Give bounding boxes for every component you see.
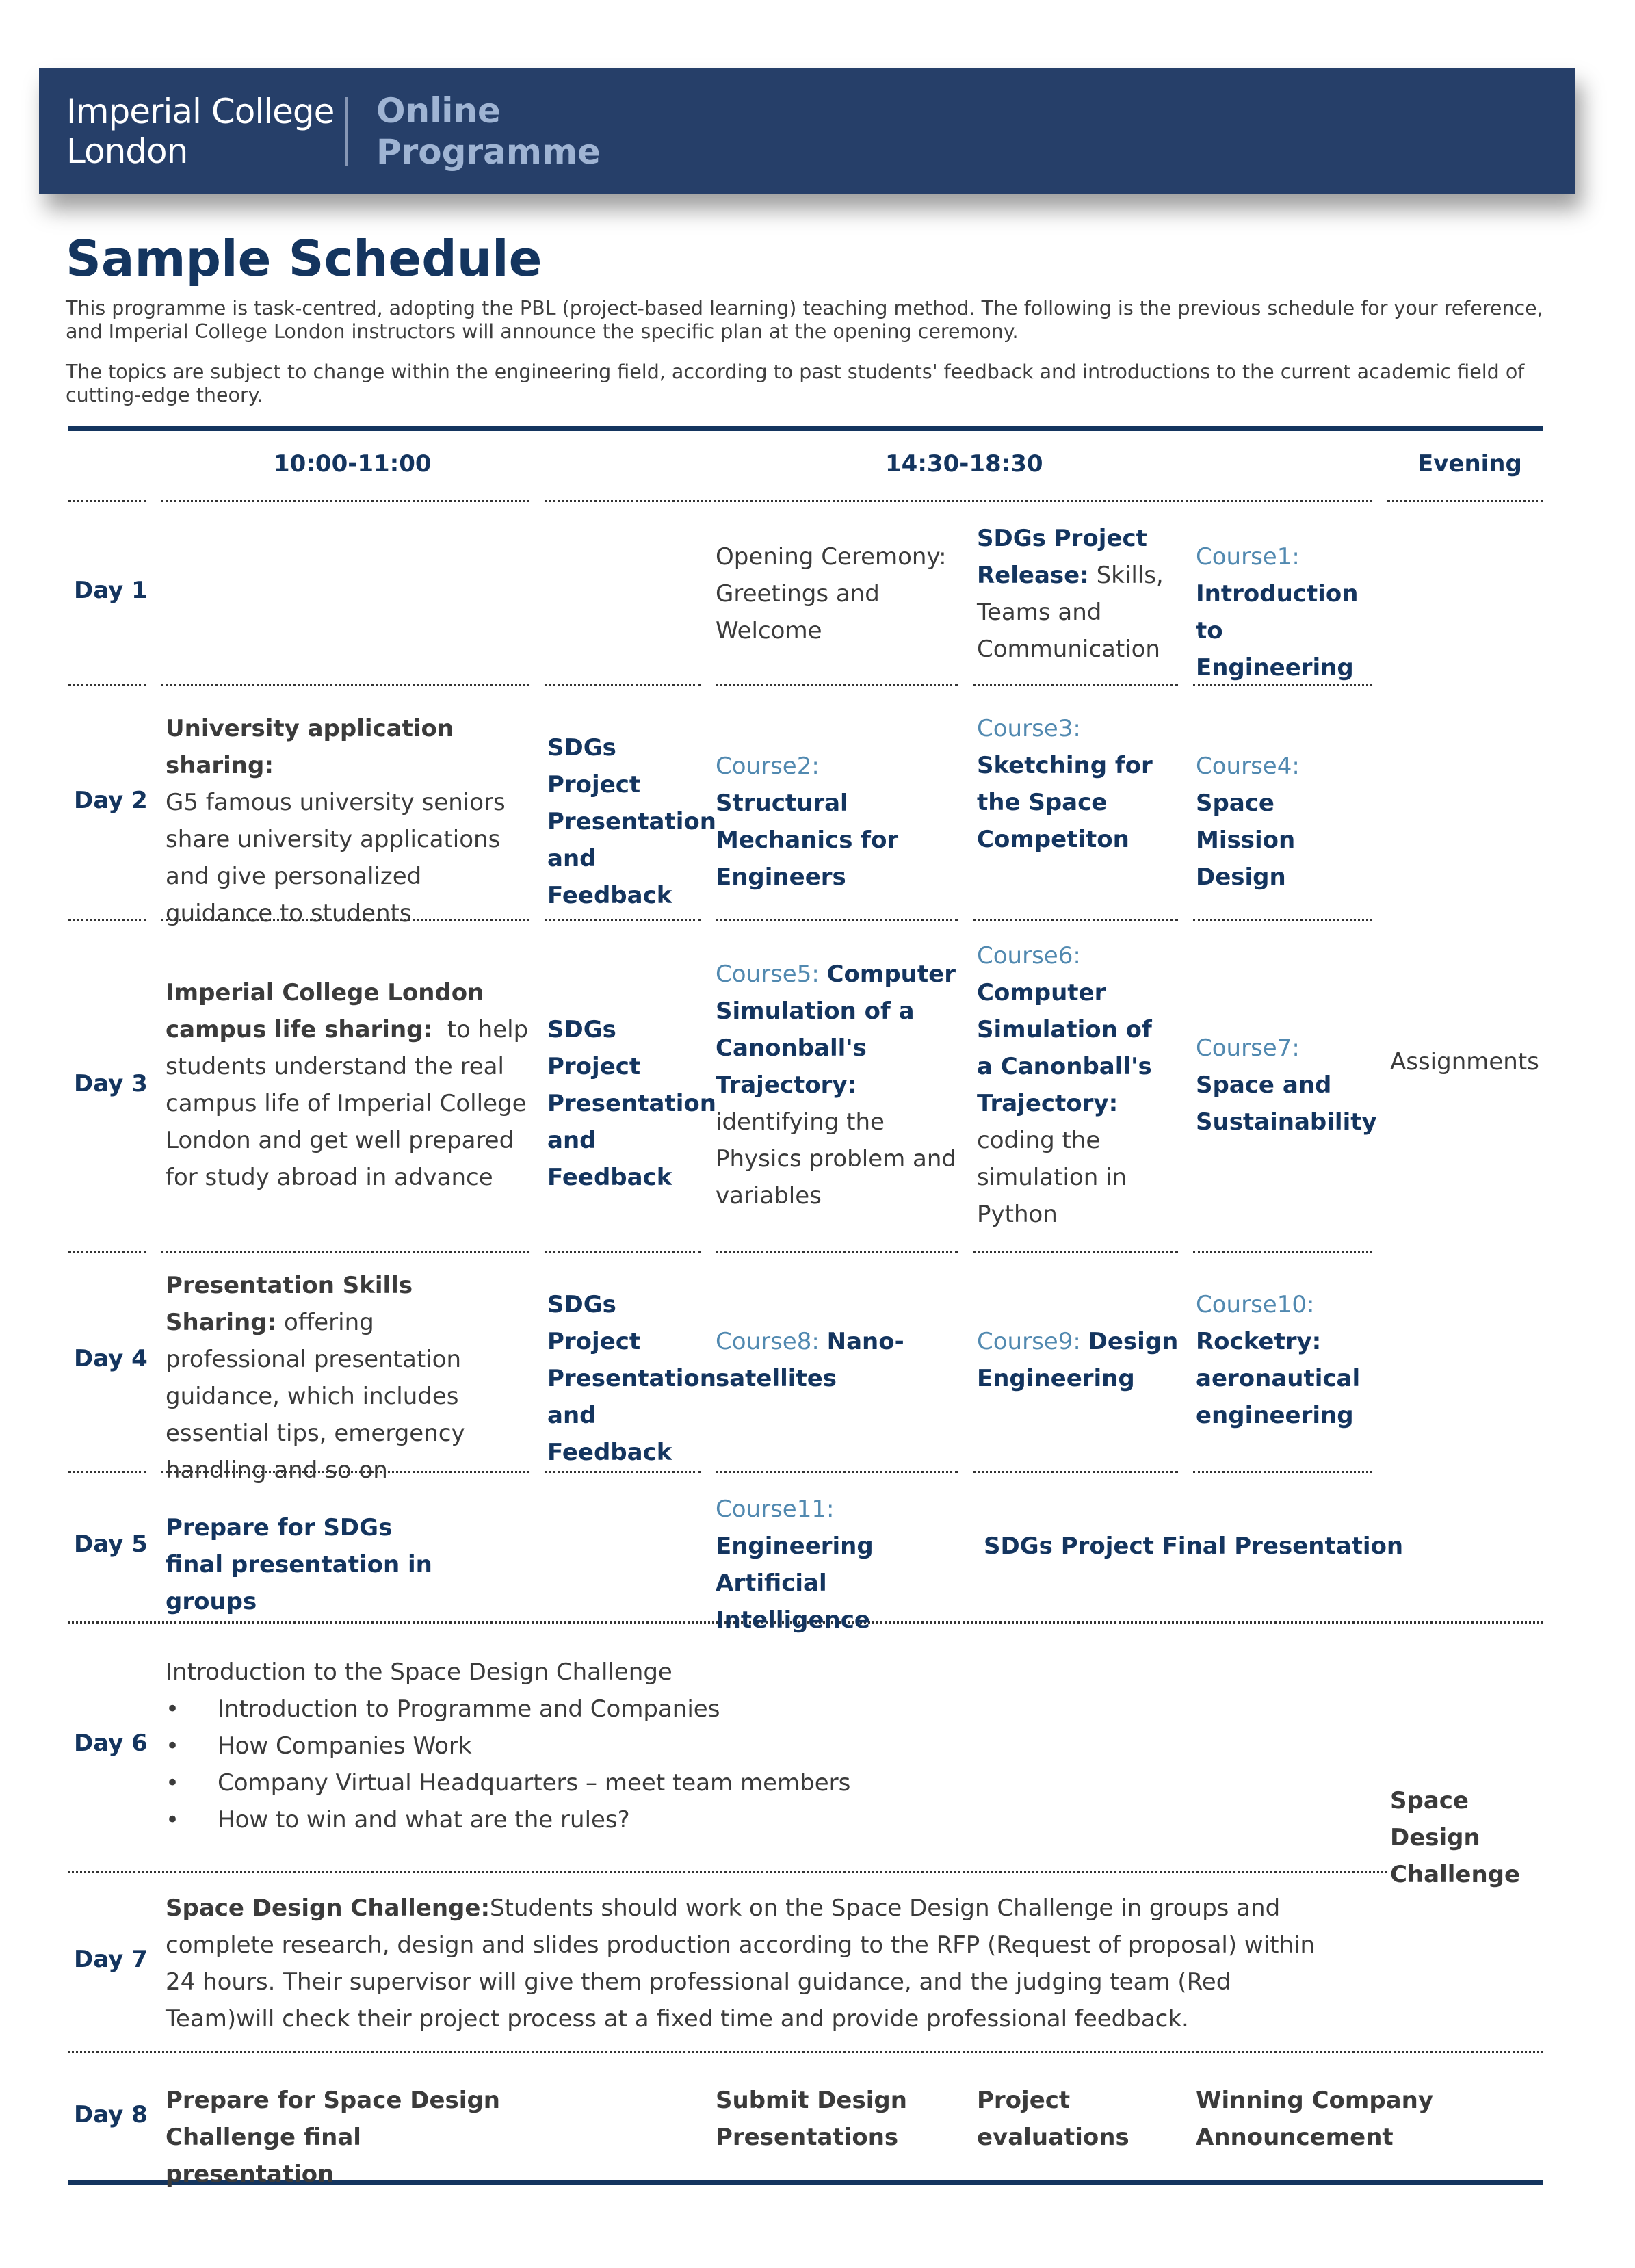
day1-course1 — [1196, 538, 1387, 686]
course-label: Course1: — [1196, 543, 1300, 571]
course-label: Course3: — [977, 715, 1081, 742]
divider — [973, 1471, 1178, 1473]
day5-course11 — [716, 1491, 969, 1639]
day1-project-release — [977, 520, 1182, 668]
course-label: Course9: — [977, 1328, 1081, 1355]
logo-line-2: London — [66, 131, 188, 171]
day6-bullet-list — [166, 1691, 850, 1838]
logo-line-1: Imperial College — [66, 92, 335, 131]
day3-course5 — [716, 956, 969, 1214]
day5-sdgs-final-presentation: SDGs Project Final Presentation — [984, 1533, 1404, 1560]
sharing-text: offering professional presentation guidance, which includes essential tips, emergency handling and so on — [166, 1309, 465, 1484]
day2-course3 — [977, 710, 1162, 858]
intro-paragraph-2: The topics are subject to change within the engineering field, according to past students' feedback and introductions to the current academic field of cutting-edge theory. — [66, 361, 1525, 406]
divider — [973, 919, 1178, 921]
day4-sdgs-presentation: SDGs Project Presentation and Feedback — [547, 1291, 716, 1466]
day4-presentation-skills-sharing — [166, 1267, 521, 1489]
evening-assignments: Assignments — [1390, 1048, 1539, 1076]
day2-sdgs-presentation: SDGs Project Presentation and Feedback — [547, 734, 716, 909]
course-title: Space and Sustainability — [1196, 1071, 1377, 1136]
course-label: Course10: — [1196, 1291, 1315, 1318]
list-item: • How to win and what are the rules? — [166, 1801, 850, 1838]
programme-label — [376, 90, 601, 172]
day-label: Day 4 — [74, 1345, 148, 1372]
day-label: Day 2 — [74, 787, 148, 814]
evening-space-design-challenge: Space Design Challenge — [1390, 1787, 1521, 1888]
course-label: Course7: — [1196, 1034, 1300, 1062]
table-top-rule — [68, 426, 1543, 431]
column-header-evening: Evening — [1417, 450, 1522, 478]
divider — [716, 1471, 958, 1473]
day6-intro: Introduction to the Space Design Challenge — [166, 1658, 672, 1686]
course-title: Computer Simulation of a Canonball's Trajectory: — [977, 979, 1152, 1117]
divider — [1193, 1471, 1372, 1473]
course-title: Space Mission Design — [1196, 790, 1296, 891]
divider — [1193, 919, 1372, 921]
course-title: Nano-satellites — [716, 1328, 904, 1392]
divider — [545, 500, 1372, 502]
divider — [161, 684, 529, 686]
divider — [716, 684, 958, 686]
opening-text: Opening Ceremony: Greetings and Welcome — [716, 543, 947, 644]
divider — [68, 1251, 146, 1253]
divider — [1387, 500, 1543, 502]
course-title: Rocketry: aeronautical engineering — [1196, 1328, 1361, 1429]
day2-university-sharing — [166, 710, 535, 932]
list-item: • Introduction to Programme and Companies — [166, 1691, 850, 1728]
day-label: Day 3 — [74, 1070, 148, 1097]
divider — [1193, 1251, 1372, 1253]
day3-course7 — [1196, 1030, 1381, 1140]
programme-line-1: Online — [376, 91, 501, 131]
course-label: Course8: — [716, 1328, 820, 1355]
header-banner — [39, 68, 1575, 194]
course-title: Design Engineering — [977, 1328, 1179, 1392]
sharing-title: University application sharing: — [166, 715, 454, 779]
day-label: Day 7 — [74, 1946, 148, 1973]
intro-paragraph-1: This programme is task-centred, adopting the PBL (project-based learning) teaching method. The following is the previous schedule for your reference, and Imperial College London instructors will announce the specific plan at the opening ceremony. — [66, 297, 1543, 343]
page-title: Sample Schedule — [66, 230, 542, 287]
sharing-text: G5 famous university seniors share university applications and give personalized guidance to students — [166, 789, 506, 927]
day2-course2 — [716, 748, 955, 896]
day-label: Day 5 — [74, 1530, 148, 1558]
day8-project-evaluations: Project evaluations — [977, 2087, 1129, 2151]
day-label: Day 1 — [74, 577, 148, 604]
challenge-text: Students should work on the Space Design Challenge in groups and complete research, design and slides production according to the RFP (Request of proposal) within 24 hours. Their supervisor will give them professional guidance, and the judging team (Red Team)will check their project process at a fixed time and provide professional feedback. — [166, 1894, 1316, 2033]
divider — [545, 1251, 701, 1253]
course-label: Course2: — [716, 753, 820, 780]
day3-sdgs-presentation: SDGs Project Presentation and Feedback — [547, 1016, 716, 1191]
course-text: coding the simulation in Python — [977, 1127, 1127, 1228]
day4-course9 — [977, 1323, 1182, 1397]
day8-winning-company: Winning Company Announcement — [1196, 2087, 1433, 2151]
sharing-text: to help students understand the real campus life of Imperial College London and get well prepared for study abroad in advance — [166, 1016, 529, 1191]
column-header-afternoon: 14:30-18:30 — [885, 450, 1043, 478]
day4-course10 — [1196, 1286, 1374, 1434]
course-text: identifying the Physics problem and variables — [716, 1108, 957, 1210]
banner-divider — [345, 97, 348, 166]
project-release-title: SDGs Project Release: — [977, 525, 1147, 589]
divider — [68, 1871, 1387, 1873]
divider — [545, 919, 701, 921]
divider — [973, 1251, 1178, 1253]
day1-opening-ceremony — [716, 538, 955, 649]
day8-prepare-final-presentation: Prepare for Space Design Challenge final presentation — [166, 2087, 500, 2188]
divider — [161, 1251, 529, 1253]
programme-line-2: Programme — [376, 132, 601, 172]
day-label: Day 6 — [74, 1730, 148, 1757]
course-title: Engineering Artificial Intelligence — [716, 1533, 874, 1634]
divider — [716, 919, 958, 921]
course-title: Sketching for the Space Competiton — [977, 752, 1153, 853]
day2-course4 — [1196, 748, 1381, 896]
day5-prepare-sdgs: Prepare for SDGs final presentation in groups — [166, 1514, 432, 1615]
sharing-title: Imperial College London campus life sharing: — [166, 979, 484, 1043]
divider — [545, 1471, 701, 1473]
course-label: Course11: — [716, 1496, 835, 1523]
list-item: • How Companies Work — [166, 1728, 850, 1764]
day7-space-design-challenge — [166, 1890, 1322, 2037]
day3-campus-life-sharing — [166, 974, 535, 1196]
divider — [68, 2051, 1543, 2053]
divider — [68, 500, 146, 502]
course-label: Course4: — [1196, 753, 1300, 780]
imperial-college-logo — [66, 92, 334, 171]
day4-course8 — [716, 1323, 941, 1397]
divider — [161, 500, 529, 502]
course-title: Computer Simulation of a Canonball's Trajectory: — [716, 961, 956, 1099]
divider — [68, 1471, 146, 1473]
course-title: Structural Mechanics for Engineers — [716, 790, 899, 891]
divider — [68, 919, 146, 921]
divider — [716, 1251, 958, 1253]
day-label: Day 8 — [74, 2101, 148, 2128]
divider — [68, 684, 146, 686]
day8-submit-presentations: Submit Design Presentations — [716, 2087, 907, 2151]
column-header-morning: 10:00-11:00 — [274, 450, 432, 478]
project-release-text: Skills, Teams and Communication — [977, 562, 1164, 663]
sharing-title: Presentation Skills Sharing: — [166, 1272, 413, 1336]
divider — [973, 684, 1178, 686]
course-label: Course6: — [977, 942, 1081, 969]
list-item: • Company Virtual Headquarters – meet team members — [166, 1764, 850, 1801]
challenge-title: Space Design Challenge: — [166, 1894, 490, 1922]
day3-course6 — [977, 937, 1155, 1233]
divider — [545, 684, 701, 686]
course-title: Introduction to Engineering — [1196, 580, 1359, 681]
course-label: Course5: — [716, 961, 820, 988]
